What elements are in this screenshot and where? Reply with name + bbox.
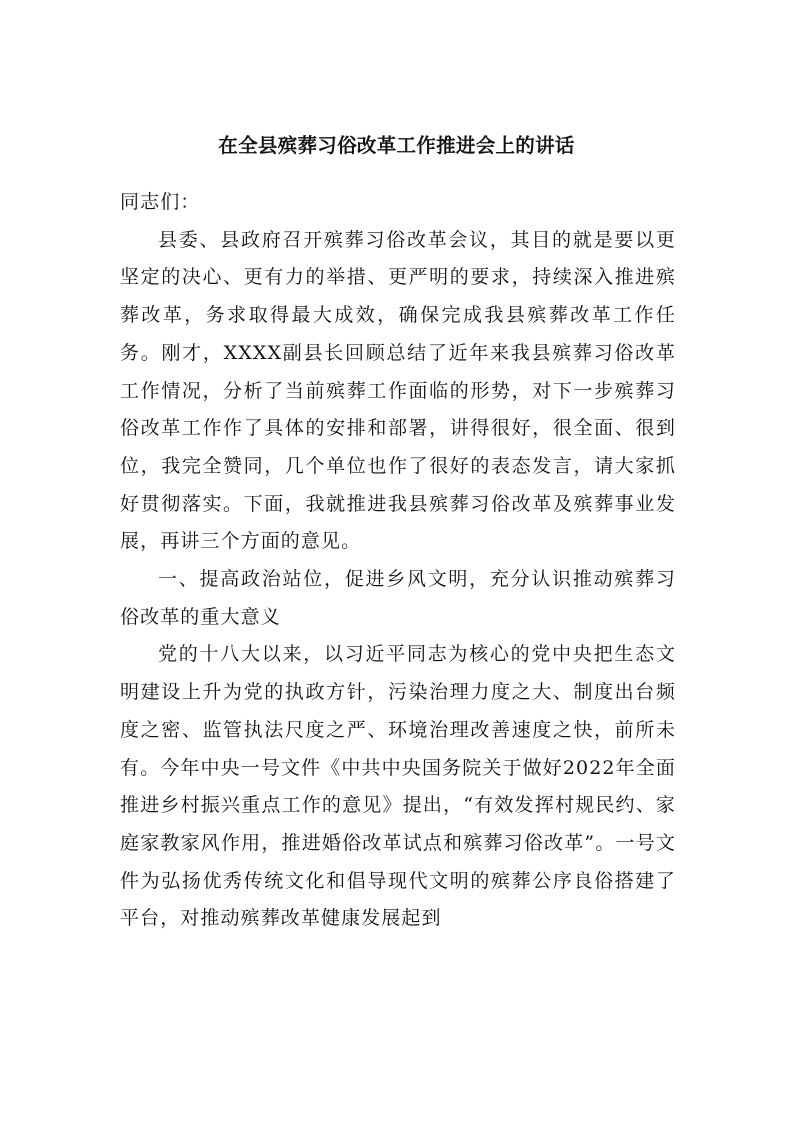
document-body: [120, 184, 676, 938]
paragraph-opening: 县委、县政府召开殡葬习俗改革会议，其目的就是要以更坚定的决心、更有力的举措、更严明的要求，持续深入推进殡葬改革，务求取得最大成效，确保完成我县殡葬改革工作任务。刚才，XXXX副县长回顾总结了近年来我县殡葬习俗改革工作情况，分析了当前殡葬工作面临的形势，对下一步殡葬习俗改革工作作了具体的安排和部署，讲得很好，很全面、很到位，我完全赞同，几个单位也作了很好的表态发言，请大家抓好贯彻落实。下面，我就推进我县殡葬习俗改革及殡葬事业发展，再讲三个方面的意见。: [120, 228, 676, 553]
paragraph-section-1: 党的十八大以来，以习近平同志为核心的党中央把生态文明建设上升为党的执政方针，污染治理力度之大、制度出台频度之密、监管执法尺度之严、环境治理改善速度之快，前所未有。今年中央一号文件《中共中央国务院关于做好2022年全面推进乡村振兴重点工作的意见》提出，“有效发挥村规民约、家庭家教家风作用，推进婚俗改革试点和殡葬习俗改革”。一号文件为弘扬优秀传统文化和倡导现代文明的殡葬公序良俗搭建了平台，对推动殡葬改革健康发展起到: [120, 643, 676, 930]
salutation: 同志们：: [120, 191, 201, 213]
document-title: 在全县殡葬习俗改革工作推进会上的讲话: [218, 134, 575, 157]
section-heading-1: 一、提高政治站位，促进乡风文明，充分认识推动殡葬习俗改革的重大意义: [120, 568, 676, 628]
